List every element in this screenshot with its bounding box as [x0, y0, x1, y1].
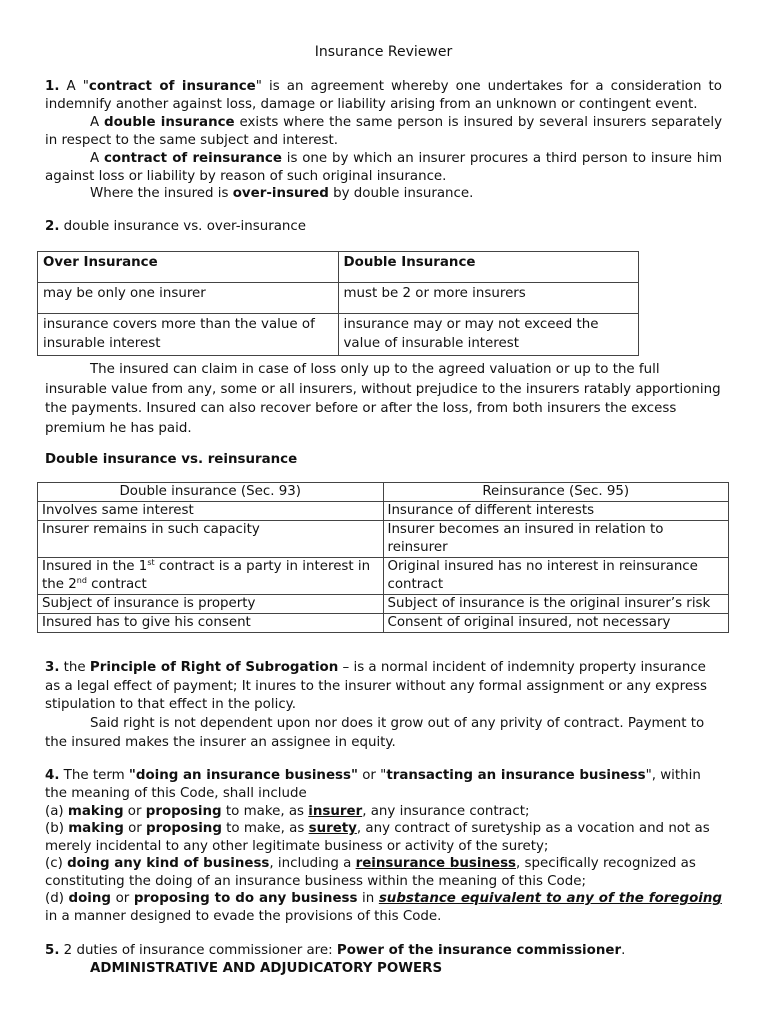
- s1-para-3: A contract of reinsurance is one by which an insurer procures a third person to insure him against loss or liability by reason of such original insurance.: [45, 151, 722, 184]
- table-row: may be only one insurer must be 2 or more insurers: [38, 283, 639, 314]
- s1-number: 1.: [45, 79, 60, 94]
- s2-paragraph: The insured can claim in case of loss only up to the agreed valuation or up to the full insurable value from any, some or all insurers, without prejudice to the insurers ratably apportioning the payments. Insured can also recover before or after the loss, from both insurers the excess premium he has paid.: [45, 362, 721, 436]
- table-header-row: Double insurance (Sec. 93) Reinsurance (Sec. 95): [38, 483, 729, 502]
- table-row: Insured in the 1st contract is a party in interest in the 2nd contract Original insured has no interest in reinsurance contract: [38, 558, 729, 595]
- table-header-row: Over Insurance Double Insurance: [38, 252, 639, 283]
- s1-para-1: 1. A "contract of insurance" is an agreement whereby one undertakes for a consideration to indemnify another against loss, damage or liability arising from an unknown or contingent event.: [45, 79, 723, 112]
- s1-para-2: A double insurance exists where the same person is insured by several insurers separately in respect to the same subject and interest.: [45, 115, 723, 148]
- double-vs-reinsurance-table: [37, 482, 729, 633]
- s4-intro: 4. The term "doing an insurance business" or "transacting an insurance business", within the meaning of this Code, shall include: [45, 768, 701, 801]
- over-vs-double-table: [37, 251, 639, 356]
- table-row: Insured has to give his consent Consent of original insured, not necessary: [38, 614, 729, 633]
- s1-para-4: Where the insured is over-insured by double insurance.: [90, 186, 474, 201]
- s4-number: 4.: [45, 768, 60, 783]
- s3-number: 3.: [45, 660, 60, 675]
- s2-heading: 2. double insurance vs. over-insurance: [45, 219, 307, 234]
- table-row: Subject of insurance is property Subject of insurance is the original insurer’s risk: [38, 595, 729, 614]
- page-title: Insurance Reviewer: [314, 44, 453, 60]
- table-row: Insurer remains in such capacity Insurer becomes an insured in relation to reinsurer: [38, 521, 729, 558]
- s4-item-a: (a) making or proposing to make, as insurer, any insurance contract;: [45, 804, 530, 819]
- s3-para-2: Said right is not dependent upon nor does it grow out of any privity of contract. Payment to the insured makes the insurer an assignee in equity.: [45, 716, 705, 750]
- s5-para: 5. 2 duties of insurance commissioner are: Power of the insurance commissioner.: [45, 943, 626, 958]
- s5-number: 5.: [45, 943, 60, 958]
- s4-item-b: (b) making or proposing to make, as surety, any contract of suretyship as a vocation and not as merely incidental to any other legitimate business or activity of the surety;: [45, 821, 710, 854]
- table-row: insurance covers more than the value of insurable interest insurance may or may not exceed the value of insurable interest: [38, 314, 639, 356]
- table-row: Involves same interest Insurance of different interests: [38, 502, 729, 521]
- s3-para-1: 3. the Principle of Right of Subrogation – is a normal incident of indemnity property insurance as a legal effect of payment; It inures to the insurer without any formal assignment or any express stipulation to that effect in the policy.: [45, 660, 708, 712]
- s4-item-c: (c) doing any kind of business, including a reinsurance business, specifically recognized as constituting the doing of an insurance business within the meaning of this Code;: [45, 856, 696, 889]
- s4-item-d: (d) doing or proposing to do any business in substance equivalent to any of the foregoing in a manner designed to evade the provisions of this Code.: [45, 891, 722, 924]
- s5-powers-line: ADMINISTRATIVE AND ADJUDICATORY POWERS: [90, 961, 443, 976]
- dr-heading: Double insurance vs. reinsurance: [45, 452, 298, 467]
- s2-number: 2.: [45, 219, 60, 234]
